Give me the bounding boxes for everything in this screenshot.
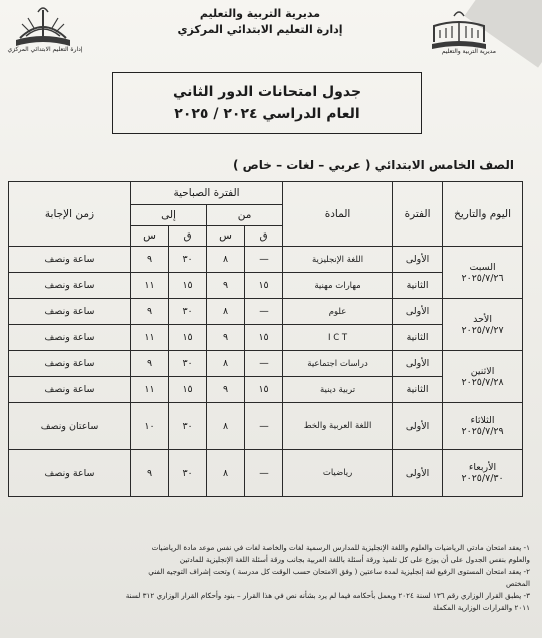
subject-cell: اللغة الإنجليزية xyxy=(283,247,393,273)
exam-title-box xyxy=(112,72,422,134)
from-minute-cell: — xyxy=(245,247,283,273)
from-minute-cell: — xyxy=(245,299,283,325)
day-date-cell xyxy=(443,351,523,403)
to-minute-cell: ٣٠ xyxy=(169,403,207,450)
to-hour-cell: ١١ xyxy=(131,273,169,299)
footnote-line: ٢- يعقد امتحان المستوى الرفيع لغة إنجليزية لمدة ساعتين ( وفق الامتحان حسب الوقت كل مدرسة ) وتحت إشراف التوجيه الفني xyxy=(148,567,530,576)
header-from-minute: ق xyxy=(245,226,283,247)
department-name: إدارة التعليم الابتدائي المركزي xyxy=(177,23,343,36)
period-cell: الثانية xyxy=(393,273,443,299)
academic-year: العام الدراسي ٢٠٢٤ / ٢٠٢٥ xyxy=(174,106,360,122)
from-hour-cell: ٨ xyxy=(207,299,245,325)
exam-date: ٢٠٢٥/٧/٢٩ xyxy=(461,426,504,437)
table-row xyxy=(9,299,523,325)
from-hour-cell: ٨ xyxy=(207,403,245,450)
header-to-hour: س xyxy=(131,226,169,247)
duration-cell: ساعة ونصف xyxy=(9,273,131,299)
header-subject: المادة xyxy=(283,182,393,247)
to-minute-cell: ١٥ xyxy=(169,325,207,351)
duration-cell: ساعة ونصف xyxy=(9,377,131,403)
period-cell: الأولى xyxy=(393,351,443,377)
day-name: السبت xyxy=(469,261,496,273)
to-hour-cell: ٩ xyxy=(131,247,169,273)
duration-cell: ساعة ونصف xyxy=(9,351,131,377)
header-day-date: اليوم والتاريخ xyxy=(443,182,523,247)
right-logo-caption: مديرية التربية والتعليم xyxy=(441,48,496,55)
day-name: الأحد xyxy=(473,313,492,325)
to-minute-cell: ١٥ xyxy=(169,273,207,299)
subject-cell: اللغة العربية والخط xyxy=(283,403,393,450)
table-row xyxy=(9,450,523,497)
book-emblem-icon xyxy=(8,2,78,52)
footnote-line: ٢٠١١ والقرارات الوزارية المكملة xyxy=(432,603,530,612)
header-morning-period: الفترة الصباحية xyxy=(131,182,283,205)
day-date-cell xyxy=(443,299,523,351)
duration-cell: ساعة ونصف xyxy=(9,299,131,325)
to-hour-cell: ١٠ xyxy=(131,403,169,450)
subject-cell: علوم xyxy=(283,299,393,325)
period-cell: الأولى xyxy=(393,299,443,325)
header-duration: زمن الإجابة xyxy=(9,182,131,247)
from-hour-cell: ٩ xyxy=(207,325,245,351)
from-minute-cell: — xyxy=(245,403,283,450)
subject-cell: مهارات مهنية xyxy=(283,273,393,299)
period-cell: الثانية xyxy=(393,377,443,403)
from-hour-cell: ٨ xyxy=(207,450,245,497)
header-from-hour: س xyxy=(207,226,245,247)
subject-cell: رياضيات xyxy=(283,450,393,497)
from-hour-cell: ٨ xyxy=(207,351,245,377)
period-cell: الأولى xyxy=(393,403,443,450)
from-hour-cell: ٩ xyxy=(207,377,245,403)
footnote-line: والعلوم بنفس الجدول على أن يوزع على كل تلميذ ورقة أسئلة باللغة العربية بجانب ورقة أسئلة اللغة الإنجليزية للمادتين xyxy=(179,555,530,564)
footnote-line: ١- يعقد امتحان مادتي الرياضيات والعلوم واللغة الإنجليزية للمدارس الرسمية لغات والخاصة لغات في نفس موعد مادة الرياضيات xyxy=(151,543,530,552)
exam-date: ٢٠٢٥/٧/٢٦ xyxy=(461,272,504,284)
to-minute-cell: ٣٠ xyxy=(169,351,207,377)
to-minute-cell: ٣٠ xyxy=(169,299,207,325)
from-hour-cell: ٩ xyxy=(207,273,245,299)
to-hour-cell: ٩ xyxy=(131,450,169,497)
day-name: الثلاثاء xyxy=(470,415,495,426)
table-row xyxy=(9,247,523,273)
day-date-cell xyxy=(443,403,523,450)
to-minute-cell: ٣٠ xyxy=(169,247,207,273)
letterhead xyxy=(150,6,370,38)
duration-cell: ساعة ونصف xyxy=(9,450,131,497)
day-name: الأربعاء xyxy=(468,462,497,473)
from-minute-cell: ١٥ xyxy=(245,273,283,299)
header-from: من xyxy=(207,205,283,226)
from-minute-cell: — xyxy=(245,450,283,497)
to-minute-cell: ١٥ xyxy=(169,377,207,403)
from-minute-cell: ١٥ xyxy=(245,325,283,351)
period-cell: الأولى xyxy=(393,247,443,273)
day-date-cell xyxy=(443,247,523,299)
exam-date: ٢٠٢٥/٧/٢٧ xyxy=(461,324,504,336)
footnote-line: ٣- يطبق القرار الوزاري رقم ١٣٦ لسنة ٢٠٢٤ ويعمل بأحكامه فيما لم يرد بشأنه نص في هذا القرار – بنود وأحكام القرار الوزاري ٣١٢ لسنة xyxy=(125,591,530,600)
exam-title: جدول امتحانات الدور الثاني xyxy=(172,84,362,100)
footnote-line: المختص xyxy=(506,579,530,588)
from-hour-cell: ٨ xyxy=(207,247,245,273)
to-hour-cell: ١١ xyxy=(131,325,169,351)
subject-cell: تربية دينية xyxy=(283,377,393,403)
book-emblem-icon xyxy=(424,4,494,54)
header-to: إلى xyxy=(131,205,207,226)
subject-cell: I C T xyxy=(283,325,393,351)
ministry-name: مديرية التربية والتعليم xyxy=(199,7,321,20)
left-logo-caption: إدارة التعليم الابتدائي المركزي xyxy=(7,46,83,53)
header-to-minute: ق xyxy=(169,226,207,247)
day-date-cell xyxy=(443,450,523,497)
period-cell: الأولى xyxy=(393,450,443,497)
duration-cell: ساعتان ونصف xyxy=(9,403,131,450)
to-hour-cell: ٩ xyxy=(131,351,169,377)
table-row xyxy=(9,351,523,377)
footnotes xyxy=(12,542,530,614)
subject-cell: دراسات اجتماعية xyxy=(283,351,393,377)
table-row xyxy=(9,403,523,450)
from-minute-cell: — xyxy=(245,351,283,377)
day-name: الاثنين xyxy=(470,365,495,377)
to-hour-cell: ١١ xyxy=(131,377,169,403)
header-period: الفترة xyxy=(393,182,443,247)
period-cell: الثانية xyxy=(393,325,443,351)
duration-cell: ساعة ونصف xyxy=(9,325,131,351)
exam-date: ٢٠٢٥/٧/٢٨ xyxy=(461,376,504,388)
exam-date: ٢٠٢٥/٧/٣٠ xyxy=(461,473,504,484)
grade-label: الصف الخامس الابتدائي ( عربي – لغات – خاص ) xyxy=(232,158,514,172)
to-minute-cell: ٣٠ xyxy=(169,450,207,497)
from-minute-cell: ١٥ xyxy=(245,377,283,403)
duration-cell: ساعة ونصف xyxy=(9,247,131,273)
to-hour-cell: ٩ xyxy=(131,299,169,325)
exam-schedule-table xyxy=(8,181,523,497)
